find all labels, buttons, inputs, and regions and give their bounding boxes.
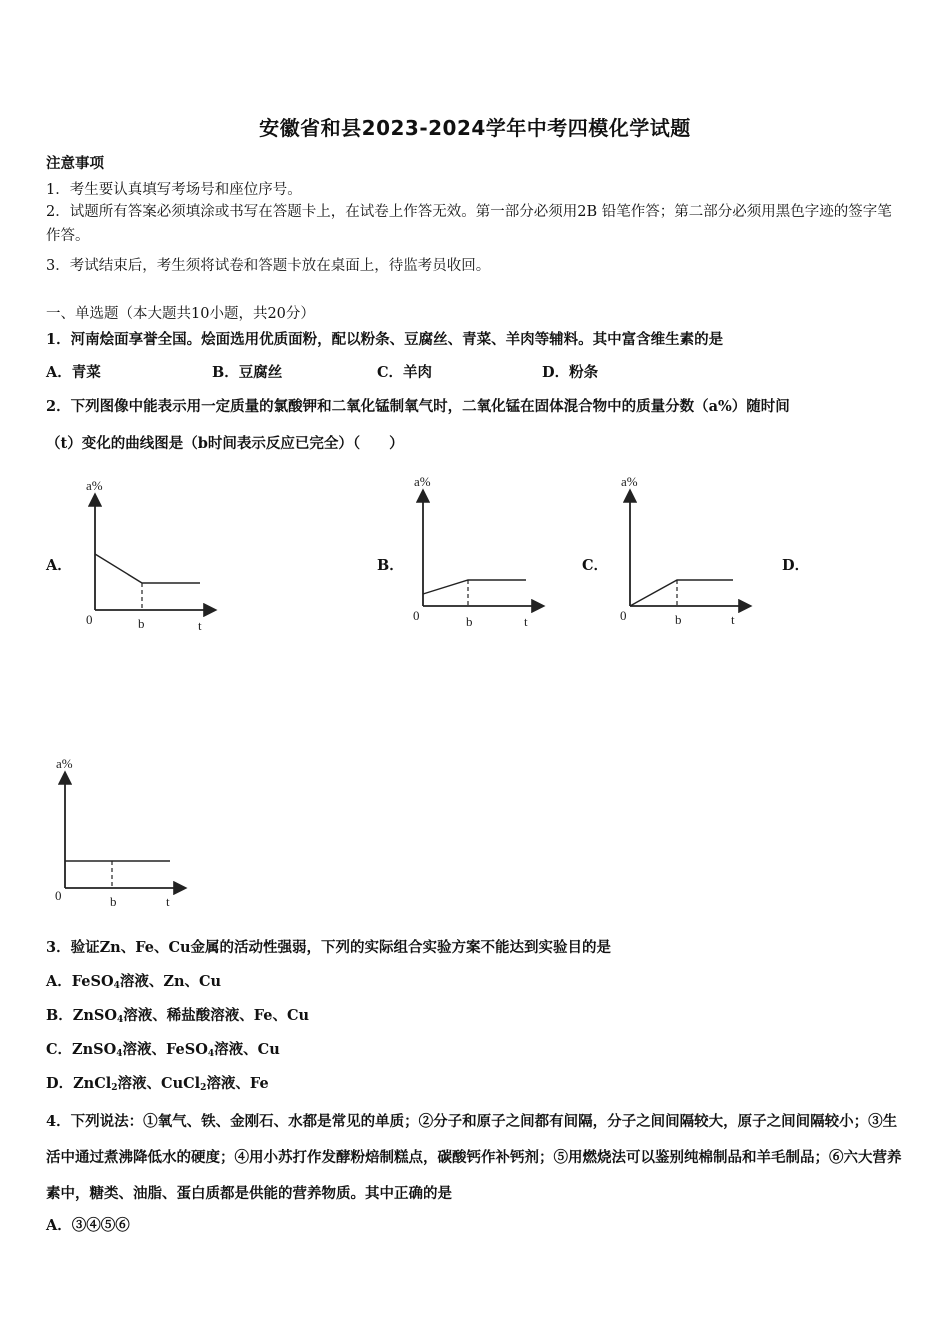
- graph-c-curve: [630, 580, 733, 606]
- graph-d-origin: 0: [55, 888, 62, 903]
- q4-option-a: A．③④⑤⑥: [46, 1217, 130, 1234]
- graph-d-b-tick: b: [110, 894, 117, 909]
- q3-option-d: D．ZnCl$_2$溶液、CuCl$_2$溶液、Fe: [46, 1075, 269, 1093]
- graph-b-origin: 0: [413, 608, 420, 623]
- q2-label-a: A．: [46, 557, 72, 574]
- notice-item-3: 3．考试结束后，考生须将试卷和答题卡放在桌面上，待监考员收回。: [46, 258, 491, 274]
- q1-stem: 1．河南烩面享誉全国。烩面选用优质面粉，配以粉条、豆腐丝、青菜、羊肉等辅料。其中富含维生素的是: [46, 331, 724, 348]
- graph-d-x-label: t: [166, 894, 170, 909]
- graph-a: [80, 474, 225, 634]
- q1-option-b: B．豆腐丝: [212, 364, 283, 381]
- page-title: 安徽省和县2023-2024学年中考四模化学试题: [259, 116, 691, 140]
- q3-stem: 3．验证Zn、Fe、Cu金属的活动性强弱，下列的实际组合实验方案不能达到实验目的是: [46, 939, 612, 956]
- q2-label-d: D．: [782, 557, 810, 574]
- graph-b: [408, 470, 553, 630]
- q2-stem-line1: 2．下列图像中能表示用一定质量的氯酸钾和二氧化锰制氧气时，二氧化锰在固体混合物中的质量分数（a%）随时间: [46, 398, 790, 415]
- graph-c-y-label: a%: [621, 474, 638, 489]
- q1-option-a: A．青菜: [46, 364, 101, 381]
- notice-item-2: 2．试题所有答案必须填涂或书写在答题卡上，在试卷上作答无效。第一部分必须用2B 铅笔作答；第二部分必须用黑色字迹的签字笔作答。: [46, 204, 892, 244]
- graph-d-y-label: a%: [56, 756, 73, 771]
- graph-a-origin: 0: [86, 612, 93, 627]
- q3-option-b: B．ZnSO$_4$溶液、稀盐酸溶液、Fe、Cu: [46, 1007, 310, 1025]
- graph-b-x-label: t: [524, 614, 528, 629]
- graph-b-b-tick: b: [466, 614, 473, 629]
- notice-heading: 注意事项: [46, 155, 104, 172]
- graph-c-origin: 0: [620, 608, 627, 623]
- graph-a-y-label: a%: [86, 478, 103, 493]
- q3-option-c: C．ZnSO$_4$溶液、FeSO$_4$溶液、Cu: [46, 1041, 280, 1059]
- graph-a-b-tick: b: [138, 616, 145, 631]
- graph-d: [50, 752, 195, 912]
- graph-b-curve: [423, 580, 526, 594]
- graph-a-curve: [95, 554, 200, 583]
- q3-option-a: A．FeSO$_4$溶液、Zn、Cu: [46, 973, 222, 991]
- q4-stem: 4．下列说法：①氧气、铁、金刚石、水都是常见的单质；②分子和原子之间都有间隔，分子之间间隔较大，原子之间间隔较小；③生活中通过煮沸降低水的硬度；④用小苏打作发酵粉焙制糕点，碳酸钙作补钙剂；⑤用燃烧法可以鉴别纯棉制品和羊毛制品；⑥六大营养素中，糖类、油脂、蛋白质都是供能的营养物质。其中正确的是: [46, 1113, 902, 1202]
- q2-stem-line2: （t）变化的曲线图是（b时间表示反应已完全）（ ）: [46, 435, 404, 452]
- q2-label-b: B．: [377, 557, 404, 574]
- notice-item-1: 1．考生要认真填写考场号和座位序号。: [46, 182, 302, 198]
- q1-option-c: C．羊肉: [377, 364, 433, 381]
- graph-b-y-label: a%: [414, 474, 431, 489]
- section-heading: 一、单选题（本大题共10小题，共20分）: [46, 306, 315, 322]
- q1-option-d: D．粉条: [542, 364, 599, 381]
- graph-c-x-label: t: [731, 612, 735, 627]
- q2-label-c: C．: [582, 557, 609, 574]
- graph-c: [615, 470, 760, 630]
- graph-a-x-label: t: [198, 618, 202, 633]
- graph-c-b-tick: b: [675, 612, 682, 627]
